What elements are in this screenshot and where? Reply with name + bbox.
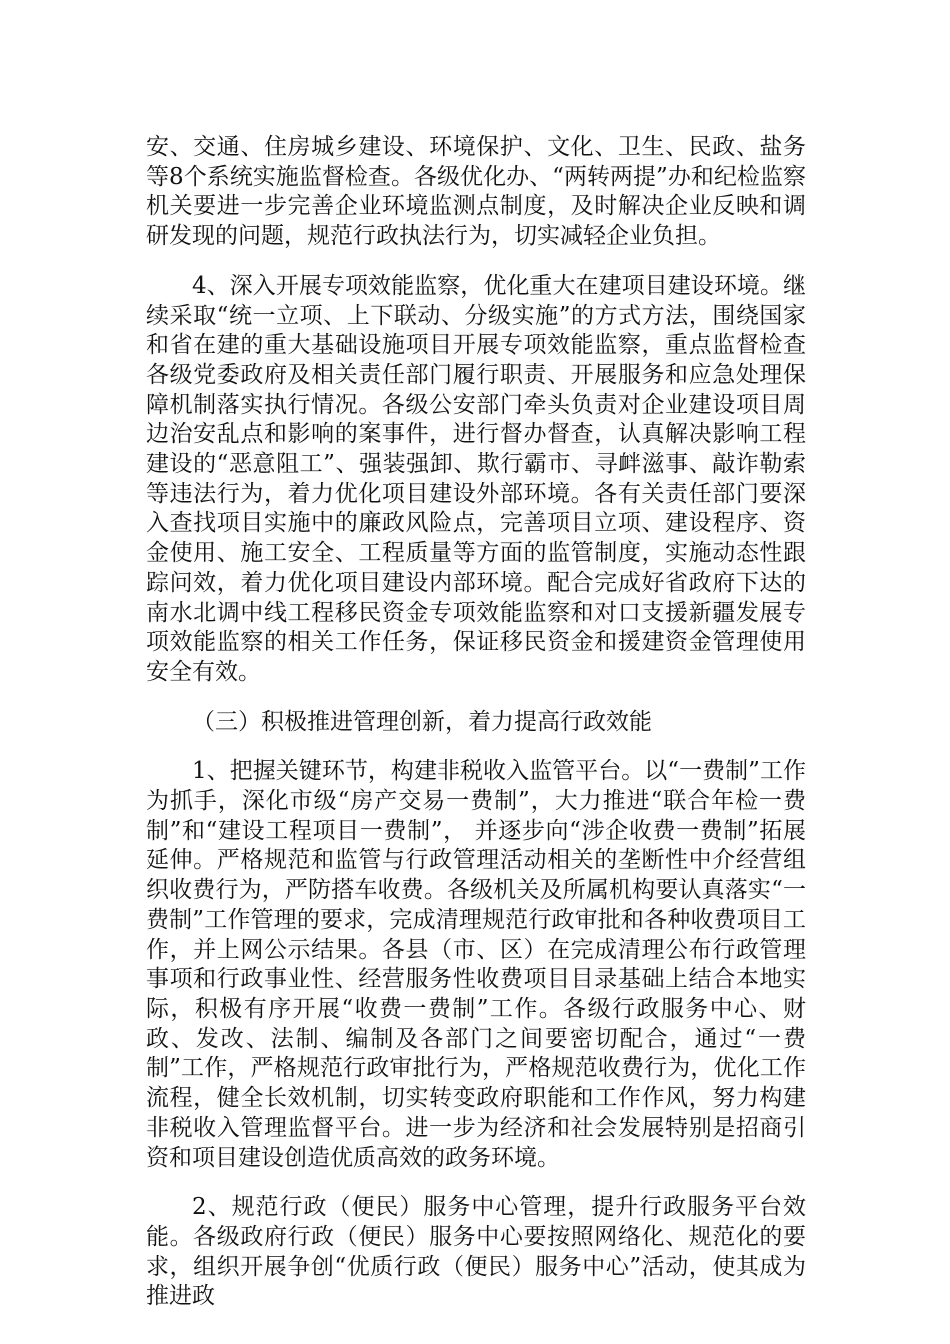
- paragraph-continuation: 安、交通、住房城乡建设、环境保护、文化、卫生、民政、盐务等8个系统实施监督检查。各级优化办、“两转两提”办和纪检监察机关要进一步完善企业环境监测点制度，及时解决企业反映和调研发现的问题，规范行政执法行为，切实减轻企业负担。: [146, 134, 806, 250]
- paragraph-item-4: 4、深入开展专项效能监察，优化重大在建项目建设环境。继续采取“统一立项、上下联动、分级实施”的方式方法，围绕国家和省在建的重大基础设施项目开展专项效能监察，重点监督检查各级党委政府及相关责任部门履行职责、开展服务和应急处理保障机制落实执行情况。各级公安部门牵头负责对企业建设项目周边治安乱点和影响的案事件，进行督办督查，认真解决影响工程建设的“恶意阻工”、强装强卸、欺行霸市、寻衅滋事、敲诈勒索等违法行为，着力优化项目建设外部环境。各有关责任部门要深入查找项目实施中的廉政风险点，完善项目立项、建设程序、资金使用、施工安全、工程质量等方面的监管制度，实施动态性跟踪问效，着力优化项目建设内部环境。配合完成好省政府下达的南水北调中线工程移民资金专项效能监察和对口支援新疆发展专项效能监察的相关工作任务，保证移民资金和援建资金管理使用安全有效。: [146, 272, 806, 685]
- paragraph-item-1: 1、把握关键环节，构建非税收入监管平台。以“一费制”工作为抓手，深化市级“房产交易一费制”，大力推进“联合年检一费制”和“建设工程项目一费制”， 并逐步向“涉企收费一费制”拓展延伸。严格规范和监管与行政管理活动相关的垄断性中介经营组织收费行为，严防搭车收费。各级机关及所属机构要认真落实“一费制”工作管理的要求，完成清理规范行政审批和各种收费项目工作，并上网公示结果。各县（市、区）在完成清理公布行政管理事项和行政事业性、经营服务性收费项目目录基础上结合本地实际，积极有序开展“收费一费制”工作。各级行政服务中心、财政、发改、法制、编制及各部门之间要密切配合，通过“一费制”工作，严格规范行政审批行为，严格规范收费行为，优化工作流程，健全长效机制，切实转变政府职能和工作作风，努力构建非税收入管理监督平台。进一步为经济和社会发展特别是招商引资和项目建设创造优质高效的政务环境。: [146, 758, 806, 1171]
- document-page: [146, 133, 806, 1312]
- section-heading-3: （三）积极推进管理创新，着力提高行政效能: [192, 708, 652, 735]
- paragraph-item-2: 2、规范行政（便民）服务中心管理，提升行政服务平台效能。各级政府行政（便民）服务中心要按照网络化、规范化的要求，组织开展争创“优质行政（便民）服务中心”活动，使其成为推进政: [146, 1194, 806, 1310]
